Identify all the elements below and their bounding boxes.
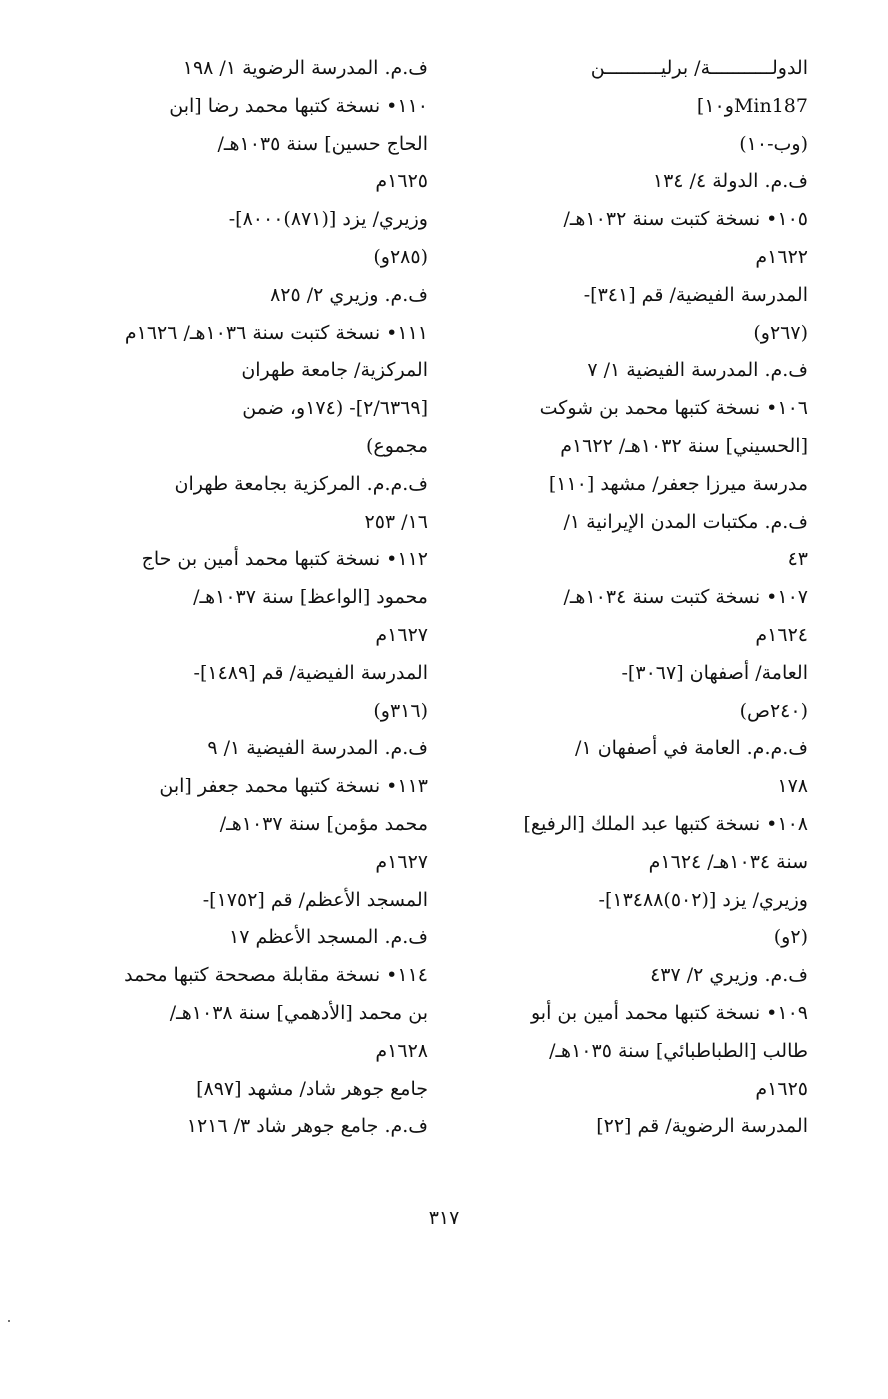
entry-heading-line: ١٠٩• نسخة كتبها محمد أمين بن أبو [530,1001,808,1024]
entry-line: بن محمد [الأدهمي] سنة ١٠٣٨هـ/ [169,1001,428,1024]
entry-heading-line: ١١٠• نسخة كتبها محمد رضا [ابن [169,94,428,117]
entry-heading-line: ١١١• نسخة كتبت سنة ١٠٣٦هـ/ ١٦٢٦م [124,321,428,344]
entry-line: ٤٣ [787,548,808,571]
entry-line: سنة ١٠٣٤هـ/ ١٦٢٤م [648,850,808,873]
entry-line: مجموع) [366,434,428,457]
entry-line: ف.م. وزيري ٢/ ٤٣٧ [650,964,808,987]
entry-line: [الحسيني] سنة ١٠٣٢هـ/ ١٦٢٢م [560,434,808,457]
entry-line: ف.م. جامع جوهر شاد ٣/ ١٢١٦ [186,1115,428,1138]
entry-line: مدرسة ميرزا جعفر/ مشهد [١١٠] [548,472,808,495]
page-number: ٣١٧ [428,1207,460,1229]
entry-line: المسجد الأعظم/ قم [١٧٥٢]- [202,888,428,911]
entry-line: (٢٦٧و) [753,321,808,344]
entry-line: العامة/ أصفهان [٣٠٦٧]- [621,661,808,684]
entry-heading-line: ١١٤• نسخة مقابلة مصححة كتبها محمد [124,964,428,987]
entry-line: ف.م. وزيري ٢/ ٨٢٥ [270,283,428,306]
entry-heading-line: ف.م. المدرسة الرضوية ١/ ١٩٨ [182,57,428,79]
entry-line: ١٦٢٨م [375,1039,428,1062]
entry-line: ١٦٢٧م [375,623,428,646]
entry-line: محمود [الواعظ] سنة ١٠٣٧هـ/ [193,586,428,609]
entry-line: (٢٨٥و) [373,245,428,268]
entry-line: Min187و١٠] [696,94,808,117]
entry-heading-line: ١٠٦• نسخة كتبها محمد بن شوكت [539,397,808,420]
entry-heading-line: ١١٢• نسخة كتبها محمد أمين بن حاج [141,548,428,571]
entry-line: جامع جوهر شاد/ مشهد [٨٩٧] [196,1077,428,1100]
entry-line: ١٦٢٤م [755,623,808,646]
catalog-entry [98,315,428,542]
entry-line: ف.م.م. المركزية بجامعة طهران [174,472,428,495]
entry-line: ١٦٢٢م [755,245,808,268]
entry-line: الحاج حسين] سنة ١٠٣٥هـ/ [217,132,428,155]
catalog-entry [98,768,428,957]
catalog-entry [468,50,808,201]
entry-line: ف.م. المدرسة الفيضية ١/ ٧ [587,359,808,382]
catalog-entry [468,201,808,390]
entry-line: وزيري/ يزد [(٨٧١)٨٠٠٠]- [228,208,428,231]
entry-line: ف.م. مكتبات المدن الإيرانية ١/ [563,510,808,533]
entry-line: المدرسة الفيضية/ قم [٣٤١]- [583,283,808,306]
right-column [468,50,808,1146]
entry-line: [٢/٦٣٦٩]- (١٧٤و، ضمن [242,397,428,420]
catalog-entry [98,50,428,88]
entry-line: وزيري/ يزد [(٥٠٢)١٣٤٨٨]- [598,888,808,911]
left-column [98,50,428,1146]
catalog-entry [468,579,808,806]
entry-line: (٢٤٠ص) [739,699,808,722]
entry-line: (٣١٦و) [373,699,428,722]
entry-line: ١٧٨ [777,775,808,798]
entry-line: (٢و) [773,926,808,949]
catalog-entry [468,390,808,579]
entry-heading-line: الدولـــــــــــة/ برليــــــــــن [590,57,808,79]
entry-line: ف.م.م. العامة في أصفهان ١/ [575,737,808,760]
entry-line: (وب-١٠) [739,132,808,155]
entry-heading-line: ١١٣• نسخة كتبها محمد جعفر [ابن [159,775,428,798]
entry-heading-line: ١٠٧• نسخة كتبت سنة ١٠٣٤هـ/ [563,586,808,609]
entry-heading-line: ١٠٥• نسخة كتبت سنة ١٠٣٢هـ/ [563,208,808,231]
catalog-entry [98,541,428,768]
entry-line: المدرسة الفيضية/ قم [١٤٨٩]- [193,661,428,684]
entry-line: ١٦/ ٢٥٣ [364,510,428,533]
catalog-entry [468,806,808,995]
catalog-entry [98,88,428,315]
catalog-entry [98,957,428,1146]
entry-line: ١٦٢٥م [375,170,428,193]
entry-line: المركزية/ جامعة طهران [241,359,428,382]
entry-heading-line: ١٠٨• نسخة كتبها عبد الملك [الرفيع] [523,812,808,835]
entry-line: ١٦٢٥م [755,1077,808,1100]
entry-line: ف.م. المدرسة الفيضية ١/ ٩ [207,737,428,760]
entry-line: محمد مؤمن] سنة ١٠٣٧هـ/ [219,812,428,835]
entry-line: المدرسة الرضوية/ قم [٢٢] [596,1115,808,1138]
entry-line: طالب [الطباطبائي] سنة ١٠٣٥هـ/ [549,1039,808,1062]
entry-line: ف.م. المسجد الأعظم ١٧ [228,926,428,949]
catalog-entry [468,995,808,1146]
entry-line: ١٦٢٧م [375,850,428,873]
entry-line: ف.م. الدولة ٤/ ١٣٤ [652,170,808,193]
scan-speck [8,1320,10,1322]
